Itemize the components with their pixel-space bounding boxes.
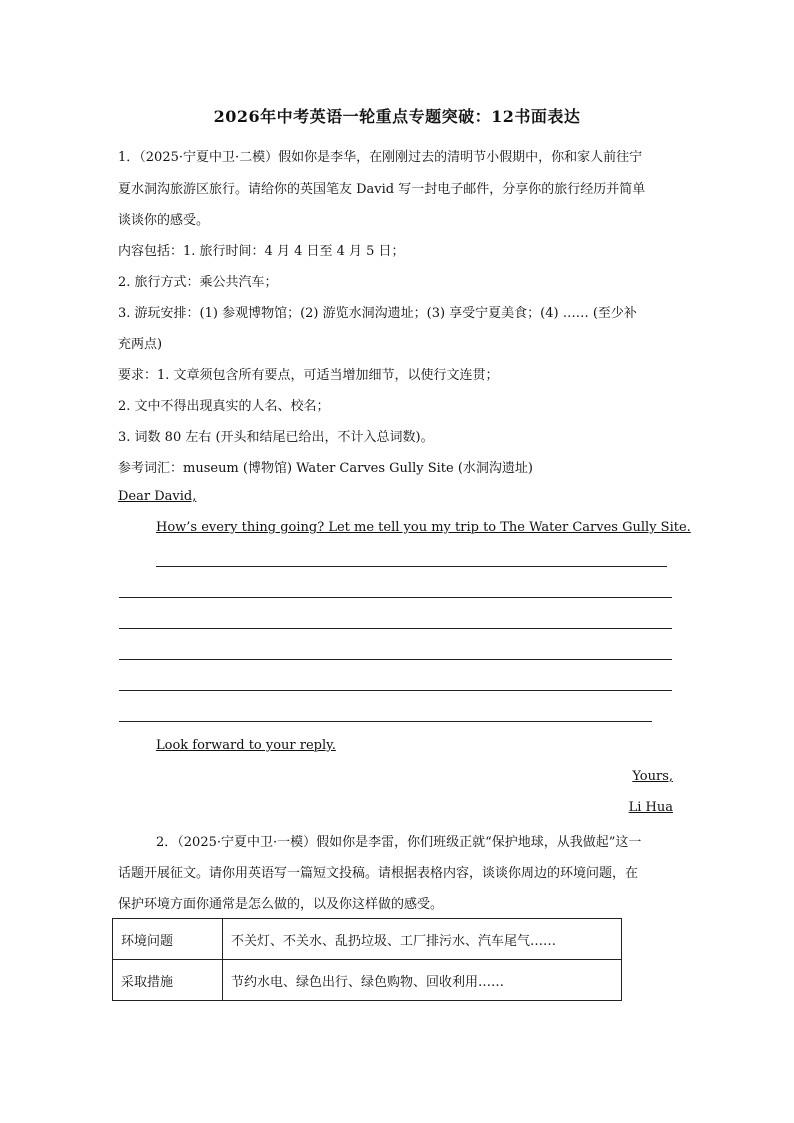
q1-prompt-line-3: 谈谈你的感受。 [118,213,210,228]
page-title: 2026年中考英语一轮重点专题突破：12书面表达 [213,107,581,126]
q1-content-1: 内容包括：1. 旅行时间：4 月 4 日至 4 月 5 日； [118,244,405,259]
letter-closing: Look forward to your reply. [156,738,336,753]
table-row-label: 环境问题 [113,919,223,960]
letter-opening: How’s every thing going? Let me tell you my trip to The Water Carves Gully Site. [156,520,691,535]
letter-signature-name: Li Hua [628,800,673,815]
q2-prompt-line-1: 2．（2025·宁夏中卫·一模）假如你是李雷，你们班级正就“保护地球，从我做起”这一 [156,835,642,850]
q1-requirement-2: 2. 文中不得出现真实的人名、校名； [118,399,330,414]
table-row [113,919,622,960]
answer-line-1 [156,566,667,567]
answer-line-5 [119,690,672,691]
q2-prompt-line-3: 保护环境方面你通常是怎么做的，以及你这样做的感受。 [118,897,444,912]
q1-content-3b: 充两点) [118,337,163,352]
table-row-label: 采取措施 [113,960,223,1001]
answer-line-6 [119,721,652,722]
environment-table [112,918,622,1001]
letter-greeting: Dear David, [118,489,197,504]
table-row-value: 节约水电、绿色出行、绿色购物、回收利用…… [223,960,622,1001]
answer-line-2 [119,597,672,598]
q1-prompt-line-2: 夏水洞沟旅游区旅行。请给你的英国笔友 David 写一封电子邮件，分享你的旅行经历并简单 [118,182,646,197]
q1-requirement-1: 要求：1. 文章须包含所有要点，可适当增加细节，以使行文连贯； [118,368,499,383]
q1-content-2: 2. 旅行方式：乘公共汽车； [118,275,278,290]
table-row [113,960,622,1001]
answer-line-4 [119,659,672,660]
q2-prompt-line-2: 话题开展征文。请你用英语写一篇短文投稿。请根据表格内容，谈谈你周边的环境问题，在 [118,866,639,881]
q1-vocabulary: 参考词汇：museum (博物馆) Water Carves Gully Site (水洞沟遗址) [118,461,533,476]
letter-signoff: Yours, [632,769,673,784]
answer-line-3 [119,628,672,629]
table-row-value: 不关灯、不关水、乱扔垃圾、工厂排污水、汽车尾气…… [223,919,622,960]
q1-requirement-3: 3. 词数 80 左右 (开头和结尾已给出，不计入总词数)。 [118,430,434,445]
q1-prompt-line-1: 1．（2025·宁夏中卫·二模）假如你是李华，在刚刚过去的清明节小假期中，你和家人前往宁 [118,150,643,165]
q1-content-3a: 3. 游玩安排：(1) 参观博物馆；(2) 游览水洞沟遗址；(3) 享受宁夏美食；(4) …… (至少补 [118,306,637,321]
